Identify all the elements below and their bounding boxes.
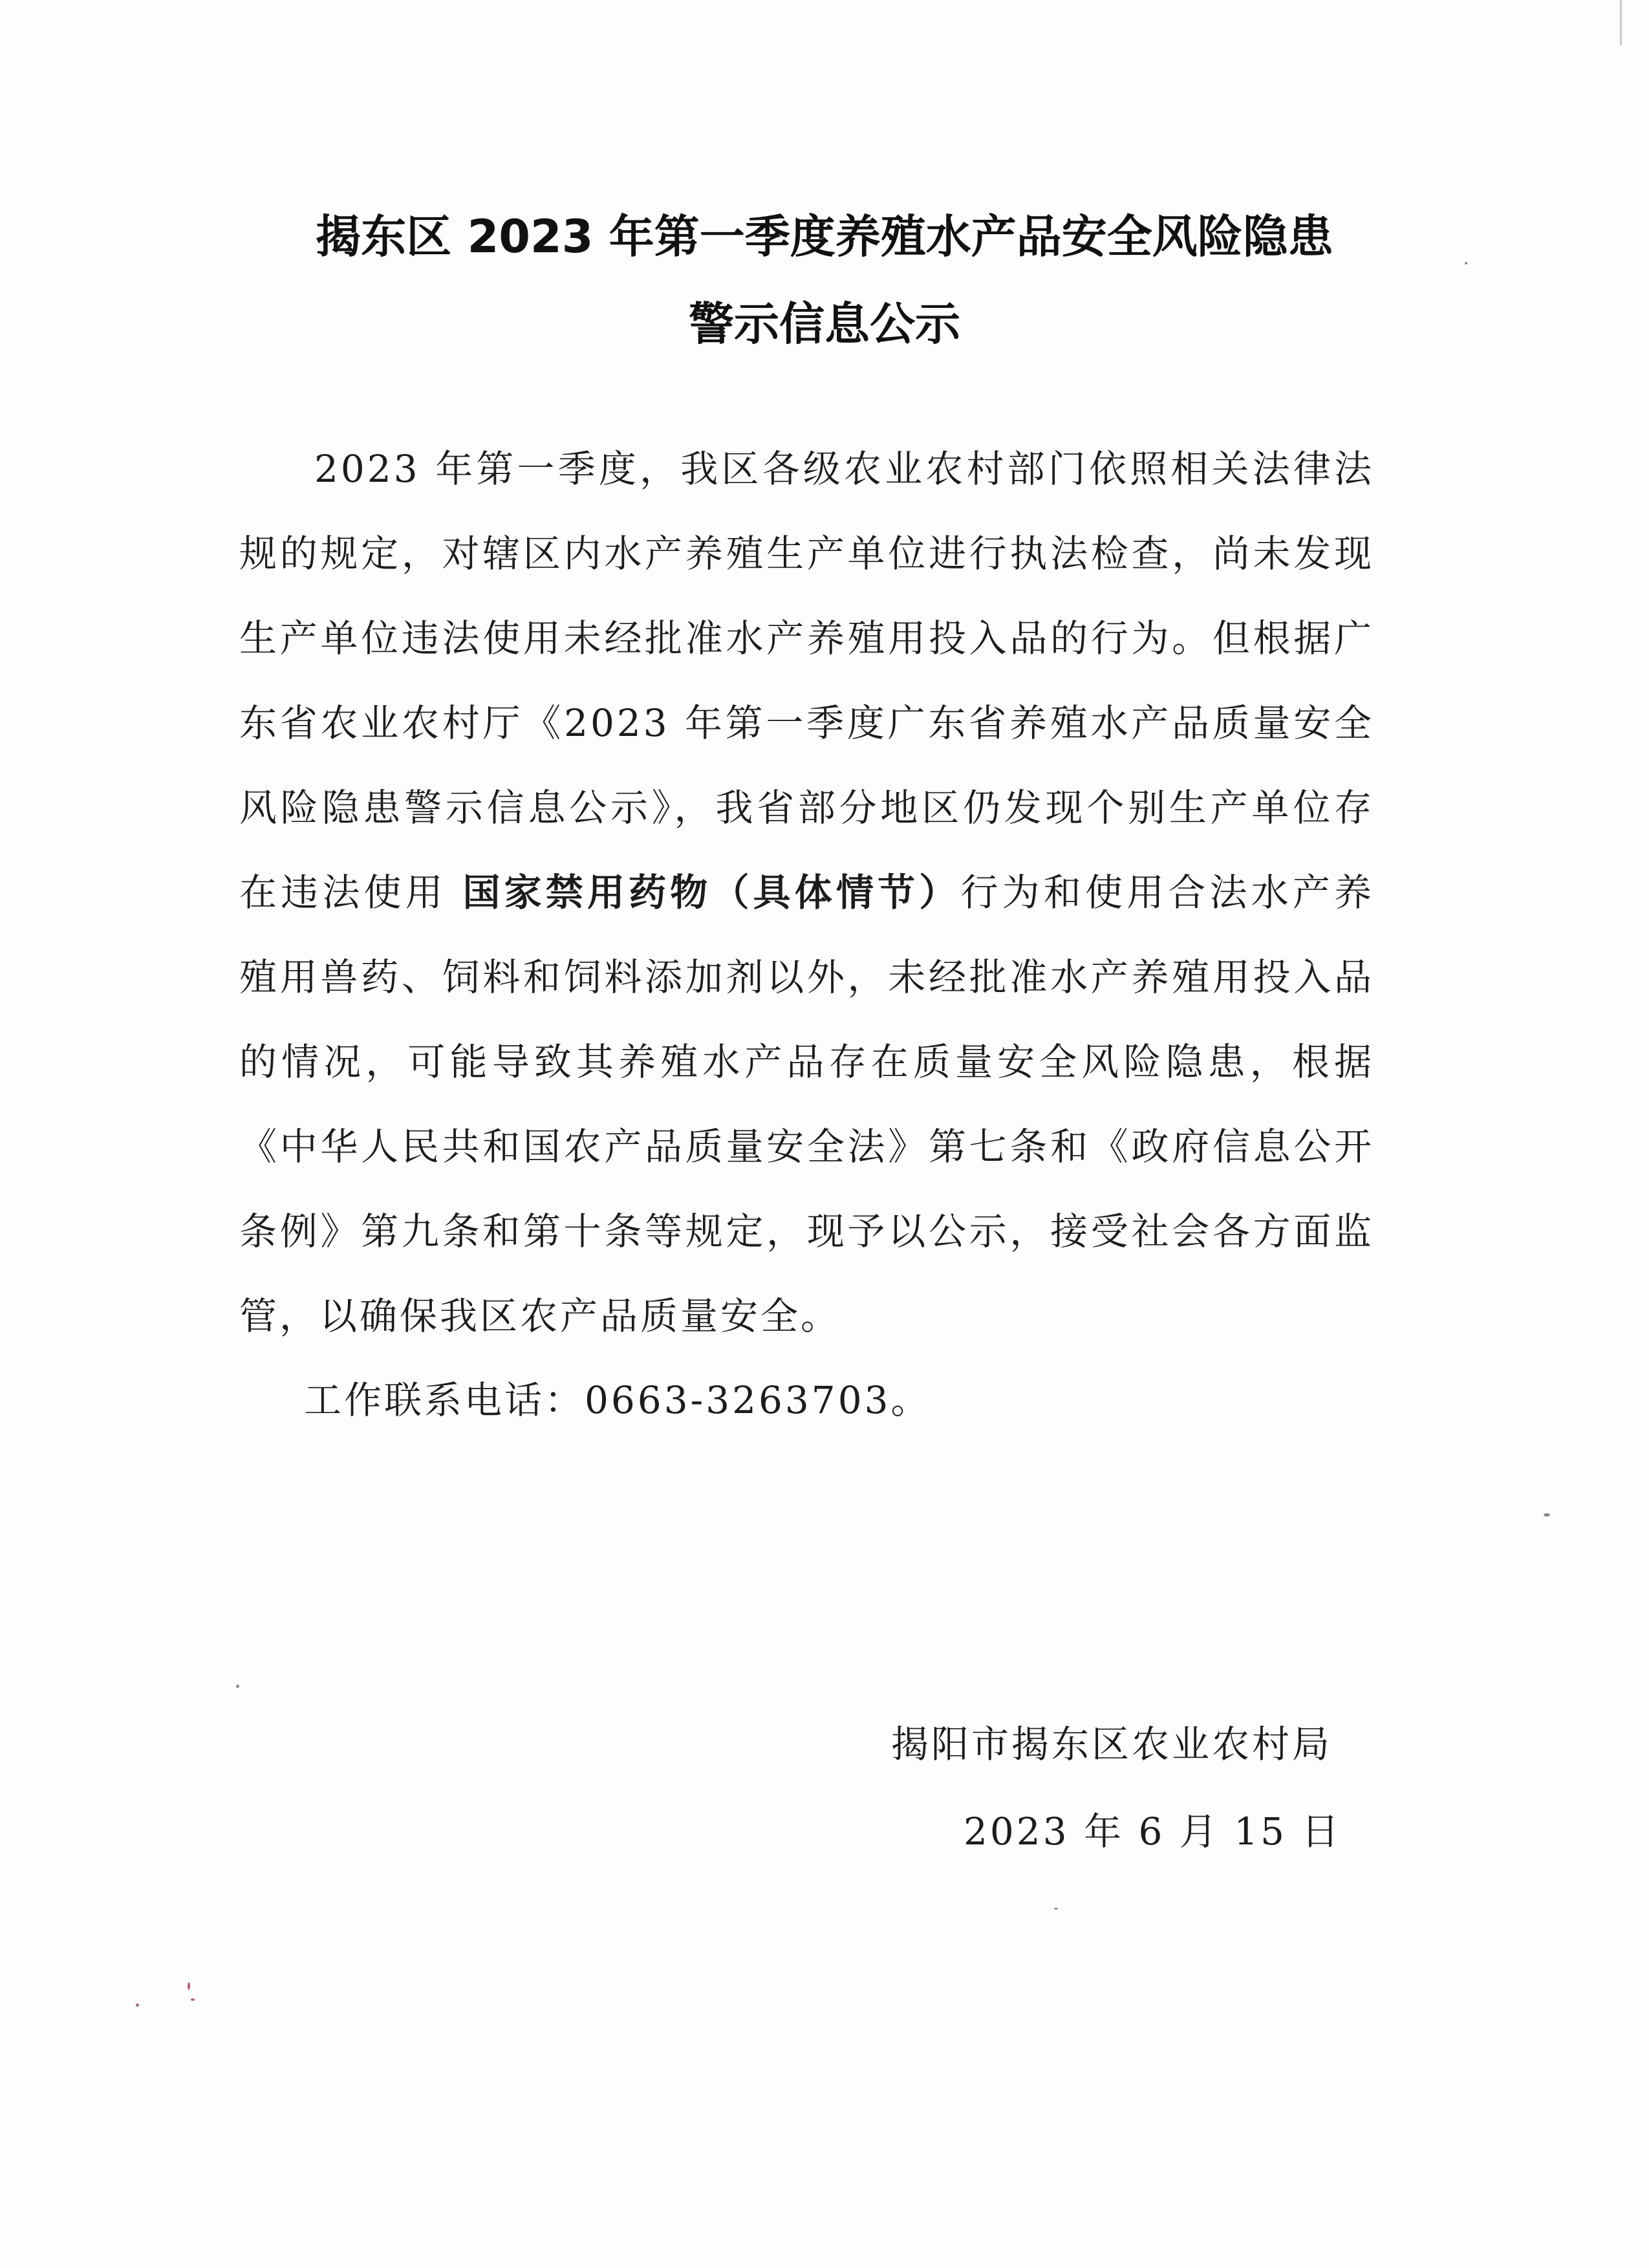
scan-speck xyxy=(1544,1513,1550,1517)
scan-speck xyxy=(136,2003,139,2007)
signature-date: 2023 年 6 月 15 日 xyxy=(964,1809,1342,1853)
body-text-part-1: 2023 年第一季度，我区各级农业农村部门依照相关法律法规的规定，对辖区内水产养殖生产单位进行执法检查，尚未发现生产单位违法使用未经批准水产养殖用投入品的行为。但根据广东省农业农村厅《2023 年第一季度广东省养殖水产品质量安全风险隐患警示信息公示》，我省部分地区仍发现个别生产单位存在违法使用 xyxy=(239,447,1374,914)
document-title-line-1: 揭东区 2023 年第一季度养殖水产品安全风险隐患 xyxy=(316,210,1333,263)
scan-edge-mark xyxy=(1620,0,1622,45)
scan-speck xyxy=(1465,262,1467,265)
body-text-bold: 国家禁用药物（具体情节） xyxy=(462,870,961,914)
body-text-part-2: 行为和使用合法水产养殖用兽药、饲料和饲料添加剂以外，未经批准水产养殖用投入品的情况，可能导致其养殖水产品存在质量安全风险隐患，根据《中华人民共和国农产品质量安全法》第七条和《政府信息公开条例》第九条和第十条等规定，现予以公示，接受社会各方面监管，以确保我区农产品质量安全。 xyxy=(239,870,1374,1338)
scan-speck xyxy=(1054,1908,1058,1910)
scan-speck xyxy=(191,1998,195,2001)
contact-phone: 工作联系电话：0663-3263703。 xyxy=(304,1378,931,1422)
body-paragraph xyxy=(239,427,1374,1359)
scan-speck xyxy=(236,1685,239,1688)
document-title-line-2: 警示信息公示 xyxy=(689,297,960,351)
scan-speck xyxy=(188,1982,190,1990)
signature-organization: 揭阳市揭东区农业农村局 xyxy=(891,1722,1333,1766)
